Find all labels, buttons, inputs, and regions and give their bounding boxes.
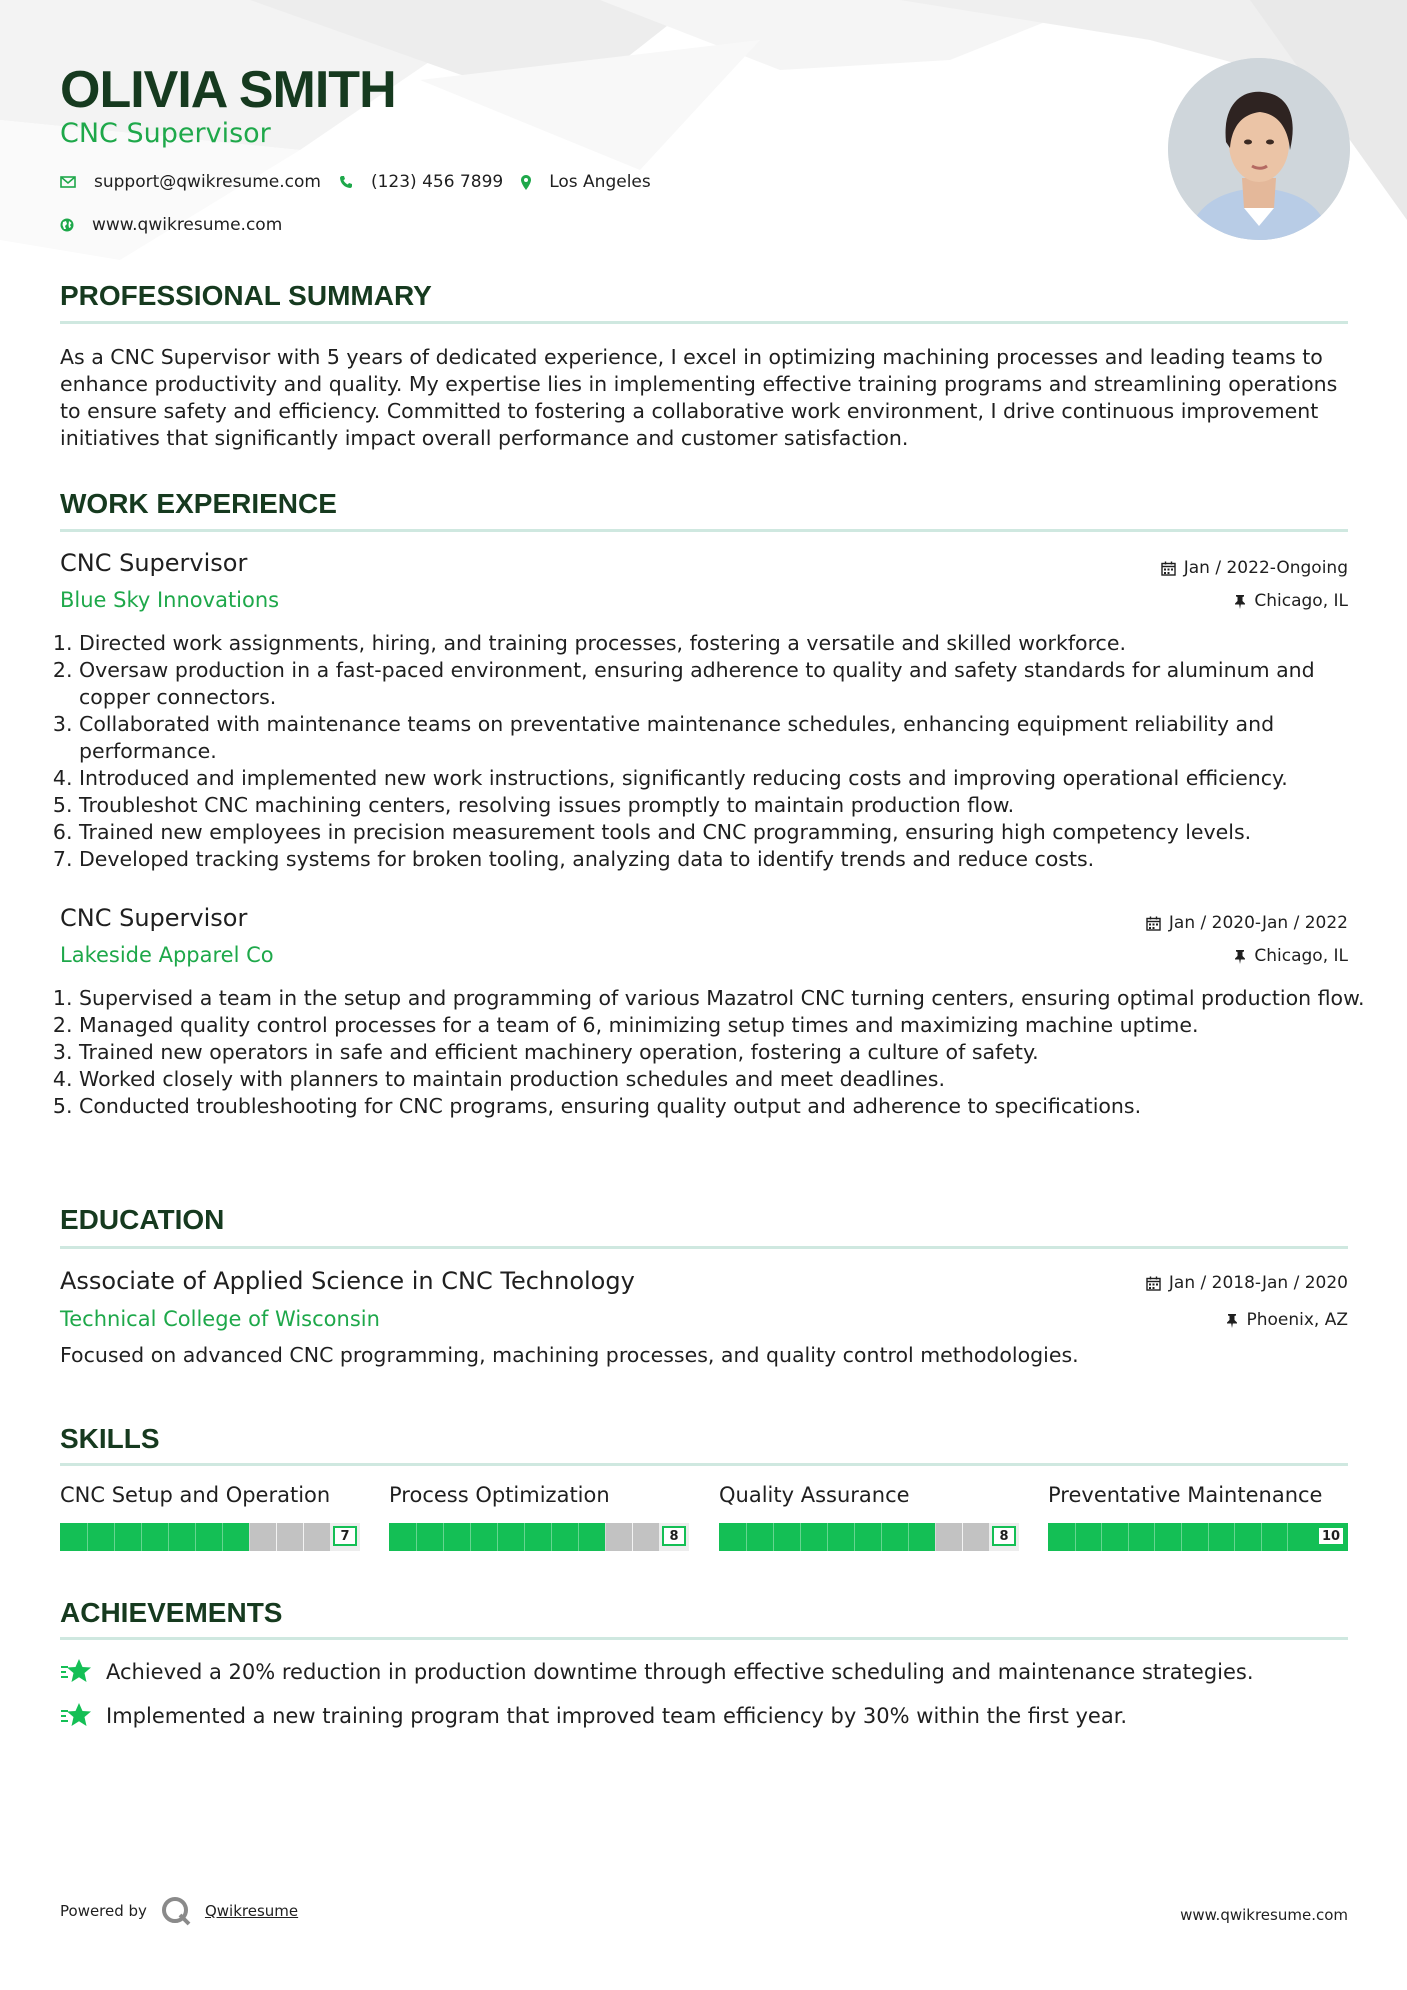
summary-heading: PROFESSIONAL SUMMARY xyxy=(60,280,432,311)
achievement-item xyxy=(60,1702,1127,1730)
website-text: www.qwikresume.com xyxy=(92,215,283,235)
skill-bar-segment xyxy=(1181,1523,1182,1551)
candidate-name: OLIVIA SMITH xyxy=(60,61,396,119)
skill-item xyxy=(389,1483,689,1551)
globe-icon xyxy=(60,218,74,232)
job-company: Lakeside Apparel Co xyxy=(60,943,274,967)
skill-bar-segment xyxy=(1208,1523,1209,1551)
skill-bar-segment xyxy=(827,1523,828,1551)
skill-bar xyxy=(1048,1523,1348,1551)
contact-website[interactable] xyxy=(60,215,282,235)
skill-bar-segment xyxy=(1128,1523,1129,1551)
skill-bar-fill xyxy=(1048,1523,1348,1551)
list-item: 4. Introduced and implemented new work instructions, significantly reducing costs and improving operational efficiency. xyxy=(79,765,1367,792)
skill-level: 7 xyxy=(333,1526,357,1546)
job-bullets xyxy=(60,630,1367,873)
skill-bar-segment xyxy=(168,1523,169,1551)
pin-icon xyxy=(1226,1313,1238,1328)
list-item: 5. Troubleshot CNC machining centers, resolving issues promptly to maintain production flow. xyxy=(79,792,1367,819)
job-company: Blue Sky Innovations xyxy=(60,588,280,612)
skill-name: Quality Assurance xyxy=(719,1483,910,1507)
education-divider xyxy=(60,1246,1348,1249)
skill-bar-segment xyxy=(114,1523,115,1551)
achievement-text: Achieved a 20% reduction in production downtime through effective scheduling and maintenance strategies. xyxy=(106,1660,1254,1684)
summary-text: As a CNC Supervisor with 5 years of dedicated experience, I excel in optimizing machining processes and leading teams to enhance productivity and quality. My expertise lies in implementing effective training programs and streamlining operations to ensure safety and efficiency. Committed to fostering a collaborative work environment, I drive continuous improvement initiatives that significantly impact overall performance and customer satisfaction. xyxy=(60,345,1338,450)
list-item: 2. Oversaw production in a fast-paced environment, ensuring adherence to quality and safety standards for aluminum and copper connectors. xyxy=(79,657,1367,711)
candidate-title: CNC Supervisor xyxy=(60,118,271,149)
contact-website-row xyxy=(60,215,300,235)
star-icon xyxy=(60,1702,92,1730)
calendar-icon xyxy=(1146,1276,1161,1291)
achievements-heading: ACHIEVEMENTS xyxy=(60,1597,283,1628)
skill-bar-segment xyxy=(1261,1523,1262,1551)
summary-divider xyxy=(60,321,1348,324)
footer-website[interactable]: www.qwikresume.com xyxy=(1180,1906,1348,1924)
contact-email[interactable] xyxy=(60,172,321,192)
skill-bar-segment xyxy=(497,1523,498,1551)
list-item: 4. Worked closely with planners to maintain production schedules and meet deadlines. xyxy=(79,1066,1367,1093)
list-item: 3. Collaborated with maintenance teams on preventative maintenance schedules, enhancing equipment reliability and performance. xyxy=(79,711,1367,765)
contact-location xyxy=(521,172,651,192)
achievement-text: Implemented a new training program that improved team efficiency by 30% within the first year. xyxy=(106,1704,1128,1728)
skill-bar-remainder xyxy=(249,1523,330,1551)
footer-branding xyxy=(60,1896,298,1926)
phone-icon xyxy=(339,175,353,189)
education-heading: EDUCATION xyxy=(60,1204,225,1235)
list-item: 2. Managed quality control processes for a team of 6, minimizing setup times and maximizing machine uptime. xyxy=(79,1012,1367,1039)
skill-bar-segment xyxy=(416,1523,417,1551)
list-item: 1. Supervised a team in the setup and programming of various Mazatrol CNC turning centers, ensuring optimal production flow. xyxy=(79,985,1367,1012)
qwikresume-logo-icon xyxy=(161,1896,191,1926)
skill-bar-segment xyxy=(443,1523,444,1551)
experience-divider xyxy=(60,529,1348,532)
pin-icon xyxy=(1234,949,1246,964)
skill-item xyxy=(60,1483,360,1551)
skill-bar-segment xyxy=(632,1523,633,1551)
contact-row xyxy=(60,172,669,192)
experience-heading: WORK EXPERIENCE xyxy=(60,488,337,519)
skill-bar-segment xyxy=(276,1523,277,1551)
location-text: Los Angeles xyxy=(549,172,651,192)
skill-bar-segment xyxy=(1154,1523,1155,1551)
skill-name: Preventative Maintenance xyxy=(1048,1483,1323,1507)
skill-bar-segment xyxy=(881,1523,882,1551)
skill-bar-segment xyxy=(746,1523,747,1551)
education-description: Focused on advanced CNC programming, machining processes, and quality control methodologies. xyxy=(60,1343,1079,1367)
skill-item xyxy=(719,1483,1019,1551)
skill-bar xyxy=(60,1523,360,1551)
skill-bar-segment xyxy=(605,1523,606,1551)
skill-name: Process Optimization xyxy=(389,1483,610,1507)
skill-bar-segment xyxy=(222,1523,223,1551)
degree-title: Associate of Applied Science in CNC Technology xyxy=(60,1267,635,1295)
skill-bar-segment xyxy=(935,1523,936,1551)
skill-bar-segment xyxy=(962,1523,963,1551)
skill-bar-segment xyxy=(773,1523,774,1551)
map-marker-icon xyxy=(521,175,531,190)
skills-divider xyxy=(60,1463,1348,1466)
list-item: 6. Trained new employees in precision measurement tools and CNC programming, ensuring high competency levels. xyxy=(79,819,1367,846)
calendar-icon xyxy=(1161,561,1176,576)
skill-level: 8 xyxy=(662,1526,686,1546)
job-location: Chicago, IL xyxy=(1234,946,1348,966)
skill-bar-segment xyxy=(800,1523,801,1551)
job-bullets xyxy=(60,985,1367,1120)
qwikresume-link[interactable]: Qwikresume xyxy=(204,1902,299,1920)
profile-photo xyxy=(1168,58,1350,240)
job-title: CNC Supervisor xyxy=(60,904,248,932)
skill-bar-segment xyxy=(1287,1523,1288,1551)
job-location: Chicago, IL xyxy=(1234,591,1348,611)
skill-bar-segment xyxy=(551,1523,552,1551)
skill-bar-segment xyxy=(249,1523,250,1551)
skill-bar-segment xyxy=(470,1523,471,1551)
skill-bar-segment xyxy=(1234,1523,1235,1551)
skills-heading: SKILLS xyxy=(60,1423,160,1454)
star-icon xyxy=(60,1658,92,1686)
calendar-icon xyxy=(1146,916,1161,931)
skill-bar-segment xyxy=(524,1523,525,1551)
phone-text: (123) 456 7899 xyxy=(370,172,504,192)
job-dates: Jan / 2022-Ongoing xyxy=(1161,558,1348,578)
skill-level: 10 xyxy=(1317,1526,1345,1546)
powered-by-text: Powered by xyxy=(60,1902,147,1920)
school-name: Technical College of Wisconsin xyxy=(60,1307,380,1331)
list-item: 1. Directed work assignments, hiring, and training processes, fostering a versatile and skilled workforce. xyxy=(79,630,1367,657)
list-item: 3. Trained new operators in safe and efficient machinery operation, fostering a culture of safety. xyxy=(79,1039,1367,1066)
skill-bar-segment xyxy=(1101,1523,1102,1551)
achievements-divider xyxy=(60,1637,1348,1640)
skill-name: CNC Setup and Operation xyxy=(60,1483,331,1507)
skill-bar-segment xyxy=(303,1523,304,1551)
education-location: Phoenix, AZ xyxy=(1226,1310,1348,1330)
list-item: 5. Conducted troubleshooting for CNC programs, ensuring quality output and adherence to specifications. xyxy=(79,1093,1367,1120)
achievement-item xyxy=(60,1658,1254,1686)
job-dates: Jan / 2020-Jan / 2022 xyxy=(1146,913,1348,933)
job-title: CNC Supervisor xyxy=(60,549,248,577)
contact-phone[interactable] xyxy=(339,172,503,192)
skill-bar xyxy=(719,1523,1019,1551)
skill-bar-segment xyxy=(908,1523,909,1551)
list-item: 7. Developed tracking systems for broken tooling, analyzing data to identify trends and reduce costs. xyxy=(79,846,1367,873)
skill-bar-segment xyxy=(141,1523,142,1551)
envelope-icon xyxy=(60,176,76,188)
skill-bar xyxy=(389,1523,689,1551)
skill-bar-segment xyxy=(87,1523,88,1551)
skill-bar-segment xyxy=(854,1523,855,1551)
skill-bar-segment xyxy=(578,1523,579,1551)
skill-bar-segment xyxy=(195,1523,196,1551)
skill-bar-fill xyxy=(60,1523,249,1551)
education-dates: Jan / 2018-Jan / 2020 xyxy=(1146,1273,1348,1293)
skill-level: 8 xyxy=(992,1526,1016,1546)
pin-icon xyxy=(1234,594,1246,609)
skill-item xyxy=(1048,1483,1348,1551)
email-text: support@qwikresume.com xyxy=(94,172,321,192)
skill-bar-segment xyxy=(1075,1523,1076,1551)
